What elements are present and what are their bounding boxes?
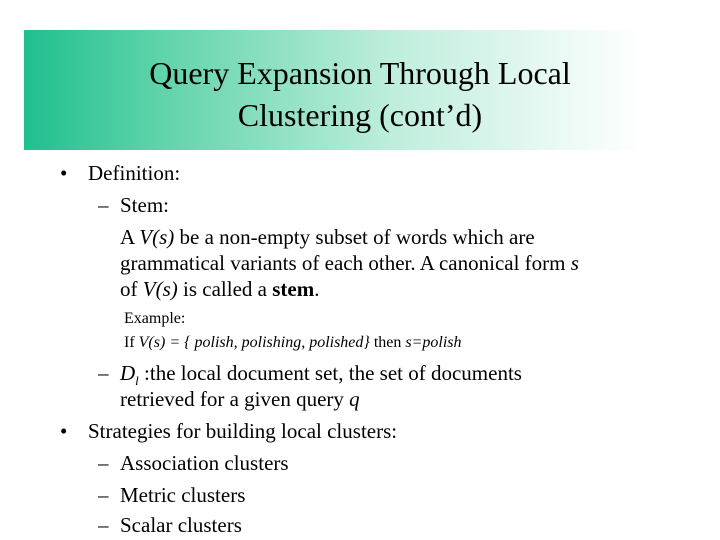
stem-def-called: is called a	[177, 277, 273, 301]
strategy-item-metric: Metric clusters	[120, 483, 246, 507]
dl-line2-text: retrieved for a given query	[120, 387, 350, 411]
stem-def-s: s	[570, 251, 579, 275]
slide-title	[24, 52, 696, 136]
stem-def-text-2: be a non-empty subset of words which are	[174, 225, 535, 249]
stem-def-text: A	[120, 225, 140, 249]
stem-def-stem-word: stem	[272, 277, 315, 301]
dl-text: :the local document set, the set of documents	[138, 361, 522, 385]
example-set: V(s) = { polish, polishing, polished}	[138, 334, 370, 351]
title-line-1: Query Expansion Through Local	[149, 55, 571, 91]
bullet-marker: •	[60, 161, 68, 185]
bullet-marker: •	[60, 419, 68, 443]
stem-def-of: of	[120, 277, 143, 301]
dash-marker-strategy-3: –	[98, 513, 109, 537]
strategy-item-association: Association clusters	[120, 451, 289, 475]
dl-q: q	[349, 387, 360, 411]
bullet-strategies	[60, 418, 67, 444]
strategy-item-scalar: Scalar clusters	[120, 513, 242, 537]
bullet-definition	[60, 160, 67, 186]
example-label: Example:	[124, 310, 186, 327]
example-line	[124, 332, 462, 354]
title-line-2: Clustering (cont’d)	[237, 97, 483, 133]
stem-label: Stem:	[120, 193, 170, 217]
strategies-label: Strategies for building local clusters:	[88, 419, 398, 443]
dash-marker-strategy-2: –	[98, 483, 109, 507]
dl-line-2	[120, 386, 360, 412]
stem-definition-line-1	[120, 224, 535, 250]
dash-marker-strategy-1: –	[98, 451, 109, 475]
dash-marker-stem: –	[98, 193, 109, 217]
example-if: If	[124, 334, 139, 351]
stem-def-vs-2: V(s)	[142, 277, 178, 301]
dl-subscript: l	[135, 373, 139, 389]
stem-def-vs: V(s)	[139, 225, 175, 249]
definition-label: Definition:	[88, 161, 181, 185]
dl-symbol: D	[120, 361, 136, 385]
stem-def-period: .	[314, 277, 320, 301]
stem-definition-line-2	[120, 250, 579, 276]
stem-definition-line-3	[120, 276, 319, 302]
example-then: then	[369, 334, 406, 351]
dash-marker-dl: –	[98, 361, 109, 385]
example-result: s=polish	[405, 334, 462, 351]
stem-def-line2: grammatical variants of each other. A canonical form	[120, 251, 571, 275]
